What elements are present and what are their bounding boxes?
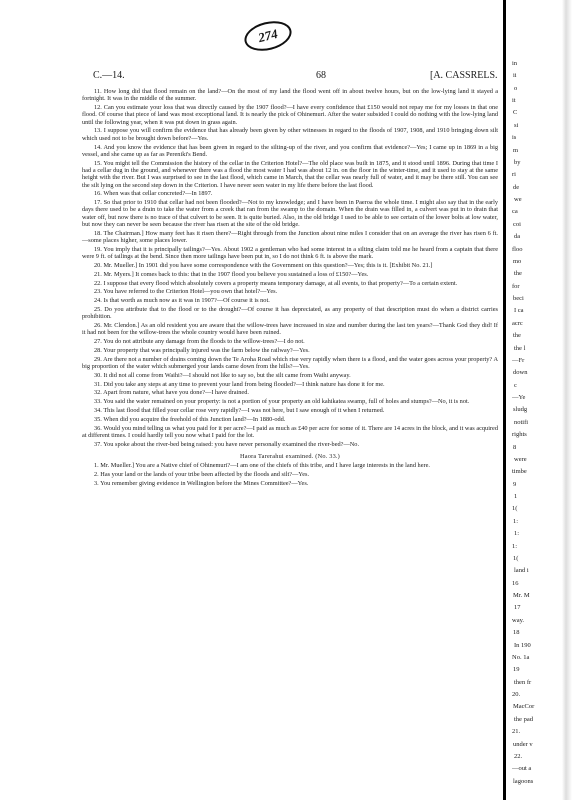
side-fragment: No. 1a (512, 654, 530, 661)
report-code: C.—14. (93, 70, 125, 81)
paragraph: 20. Mr. Mueller.] In 1901 did you have some correspondence with the Government on this question?—Yes; this is it. [Exhibit No. 21.] (94, 262, 433, 270)
paragraph: 21. Mr. Myers.] It comes back to this: that in the 1907 flood you believe you sustained a loss of £150?—Yes. (94, 270, 369, 278)
side-fragment: —Ye (512, 394, 526, 401)
paragraph: 37. You spoke about the river-bed being raised: you have never personally examined the river-bed?—No. (94, 440, 360, 448)
side-fragment: 1( (513, 555, 519, 562)
side-fragment: c (514, 382, 517, 389)
side-fragment: the (513, 332, 521, 339)
side-fragment: down (513, 369, 528, 376)
side-fragment: then fr (514, 679, 532, 686)
side-fragment: for (512, 283, 520, 290)
side-fragment: MacCor (513, 703, 535, 710)
side-fragment: 1: (512, 543, 518, 550)
side-fragment: 17 (514, 604, 521, 611)
side-fragment: m (513, 147, 519, 154)
paragraph: 22. I suppose that every flood which absolutely covers a property means temporary damage, at all events, to that property?—To a certain extent. (94, 279, 458, 287)
side-fragment: 22. (514, 753, 523, 760)
side-fragment: 1( (512, 505, 518, 512)
side-fragment: mo (513, 258, 522, 265)
side-fragment: in (512, 60, 518, 67)
side-fragment: floo (512, 246, 523, 253)
side-fragment: the pad (514, 716, 533, 723)
paragraph: 28. Your property that was principally injured was the farm below the railway?—Yes. (94, 347, 310, 354)
paragraph: 27. You do not attribute any damage from the floods to the willow-trees?—I do not. (94, 338, 305, 346)
paragraph: 26. Mr. Clendon.] As an old resident you are aware that the willow-trees have increased in size and number during the last ten years?—Thank God they did! If it had not been for the willow-trees the whole country would have been ruined. (82, 322, 498, 337)
side-fragment: 16 (512, 580, 519, 587)
side-fragment: rights (512, 431, 527, 438)
side-fragment: 9 (513, 481, 517, 488)
side-fragment: were (514, 456, 527, 463)
paragraph: 30. It did not all come from Waihi?—I should not like to say so, but the silt came from Waihi anyway. (94, 371, 351, 379)
side-fragment: coi (513, 221, 521, 228)
witness-name: [A. CASSRELS. (430, 70, 498, 81)
side-fragment: C (513, 109, 518, 116)
side-fragment: we (514, 196, 522, 203)
side-fragment: —out a (512, 765, 532, 772)
paragraph: 31. Did you take any steps at any time to prevent your land from being flooded?—I think nature has done it for me. (94, 380, 385, 388)
paragraph: 32. Apart from nature, what have you done?—I have drained. (94, 389, 249, 397)
side-fragment: land i (514, 567, 529, 574)
paragraph: 14. And you know the evidence that has been given in regard to the silting-up of the river, and you confirm that evidence?—Yes; I came up in 1869 in a big vessel, and she came up as far as Pereniki's Bend. (82, 143, 498, 158)
side-fragment: Mr. M (513, 592, 530, 599)
page-number: 68 (316, 70, 326, 81)
side-fragment: beci (513, 295, 524, 302)
paragraph: 2. Has your land or the lands of your tribe been affected by the floods and silt?—Yes. (94, 471, 310, 479)
side-fragment: da (514, 233, 521, 240)
page-edge-shadow (562, 0, 572, 800)
side-fragment: under v (513, 741, 533, 748)
paragraph: 36. Would you mind telling us what you paid for it per acre?—I paid as much as £40 per acre for some of it. There are 14 acres in the block, and it was acquired at different times. I could hardly tell you now what I paid for the lot. (82, 424, 498, 439)
paragraph: 16. When was that cellar concreted?—In 1897. (94, 190, 213, 198)
side-fragment: 1 (514, 493, 518, 500)
evidence-text (82, 88, 498, 487)
binding-edge (503, 0, 506, 800)
paragraph: 11. How long did that flood remain on the land?—On the most of my land the flood went off in about twelve hours, but on the low-lying land it stayed a fortnight. It was in the middle of the summer. (82, 88, 498, 103)
side-fragment: it (512, 97, 516, 104)
paragraph: 18. The Chairman.] How many feet has it risen there?—Right through from the Junction about nine miles I consider that on an average the river has risen 6 ft.—some places higher, some places lower. (82, 229, 498, 245)
side-fragment: notifi (514, 419, 529, 426)
section-heading: Haora Tarerahui examined. (No. 33.) (240, 453, 340, 461)
paragraph: 19. You imply that it is principally tailings?—Yes. About 1902 a gentleman who had some interest in a silting claim told me he heard from a captain that there were 9 ft. of tailings at the bend. Since then more tailings have been put in, so I do not think 6 ft. is above the mark. (82, 245, 498, 261)
side-fragment: ri (512, 171, 516, 178)
side-fragment: the l (514, 345, 526, 352)
side-fragment: 18 (513, 629, 520, 636)
side-fragment: is (512, 134, 517, 141)
paragraph: 17. So that prior to 1910 that cellar had not been flooded?—Not to my knowledge; and I have been in Paeroa the whole time. I might also say that in the early days there used to be a drain to take the water from a creek that ran from the swamp to the domain. When the drain was filled in, a culvert was put in to drain that water off, but now there is no trace of that culvert to be seen. It is quite buried. Also, in the old bridge I used to be able to see certain of the lower bolts at low water, but now they can never be seen because the river has risen at the site of the old bridge. (82, 199, 498, 229)
side-fragment: In 190 (514, 642, 531, 649)
paragraph: 25. Do you attribute that to the flood or to the drought?—Of course it has depreciated, as any property of that description must do when a district carries prohibition. (82, 306, 498, 321)
side-fragment: way. (512, 617, 525, 624)
side-fragment: 1: (513, 518, 519, 525)
side-fragment: o (514, 85, 518, 92)
side-fragment: sludg (513, 406, 528, 413)
paragraph: 13. I suppose you will confirm the evidence that has already been given by other witnesses in regard to the floods of 1907, 1908, and 1910 bringing down silt which used not to be brought down before?—Yes. (82, 127, 498, 142)
side-fragment: the (514, 270, 522, 277)
paragraph: 35. When did you acquire the freehold of this Junction land?—In 1880-odd. (94, 415, 286, 423)
side-fragment: lagoons (513, 778, 534, 785)
side-fragment: ca (512, 208, 518, 215)
side-fragment: ii (513, 72, 517, 79)
paragraph: 34. This last flood that filled your cellar rose very rapidly?—I was not here, but I saw enough of it when I returned. (94, 407, 385, 415)
side-fragment: 1: (514, 530, 520, 537)
side-fragment: de (513, 184, 520, 191)
paragraph: 29. Are there not a number of drains coming down the Te Aroha Road which rise very rapidly when there is a flood, and the water goes across your property? A big proportion of the water which submerged your lands came down from the hills?—Yes. (82, 355, 498, 371)
paragraph: 23. You have referred to the Criterion Hotel—you own that hotel?—Yes. (94, 288, 278, 296)
side-fragment: —Fr (512, 357, 525, 364)
paragraph: 1. Mr. Mueller.] You are a Native chief of Ohinemuri?—I am one of the chiefs of this tribe, and I have large interests in the land here. (94, 462, 430, 470)
paragraph: 15. You might tell the Commission the history of the cellar in the Criterion Hotel?—The old place was built in 1875, and it stood until 1896. During that time I had a cellar dug in the ground, and whenever there was a flood the most water I had was about 12 in. on the floor in the winter-time, and it used to stay at the same height with the river. But I was surprised to see in the last flood, which came in March, that the cellar was nearly full of water, and it may be there still. You can see the silt lying on the second step down in the Criterion. I have never seen water in my life there before the last flood. (82, 159, 498, 189)
side-fragment: si (514, 122, 519, 129)
side-fragment: I ca (514, 307, 524, 314)
paragraph: 33. You said the water remained on your property: is not a portion of your property an old kahikatea swamp, full of holes and stumps?—No, it is not. (94, 398, 470, 406)
side-fragment: acrc (512, 320, 523, 327)
paragraph: 24. Is that worth as much now as it was in 1907?—Of course it is not. (94, 297, 270, 305)
side-fragment: 20. (512, 691, 521, 698)
side-fragment: 19 (513, 666, 520, 673)
side-fragment: 8 (513, 444, 517, 451)
side-fragment: timbe (512, 468, 527, 475)
side-fragment: 21. (512, 728, 521, 735)
paragraph: 3. You remember giving evidence in Wellington before the Mines Committee?—Yes. (94, 479, 309, 487)
side-fragment: by (514, 159, 521, 166)
paragraph: 12. Can you estimate your loss that was directly caused by the 1907 flood?—I have every confidence that £150 would not repay me for my losses in that one flood. Of course that piece of land was most exceptional land. It is nearly the pick of Ohinemuri. After the water subsided I could do nothing with the low-lying land until the following year, when it was put down in grass again. (82, 104, 498, 126)
page-stamp: 274 (241, 17, 294, 56)
